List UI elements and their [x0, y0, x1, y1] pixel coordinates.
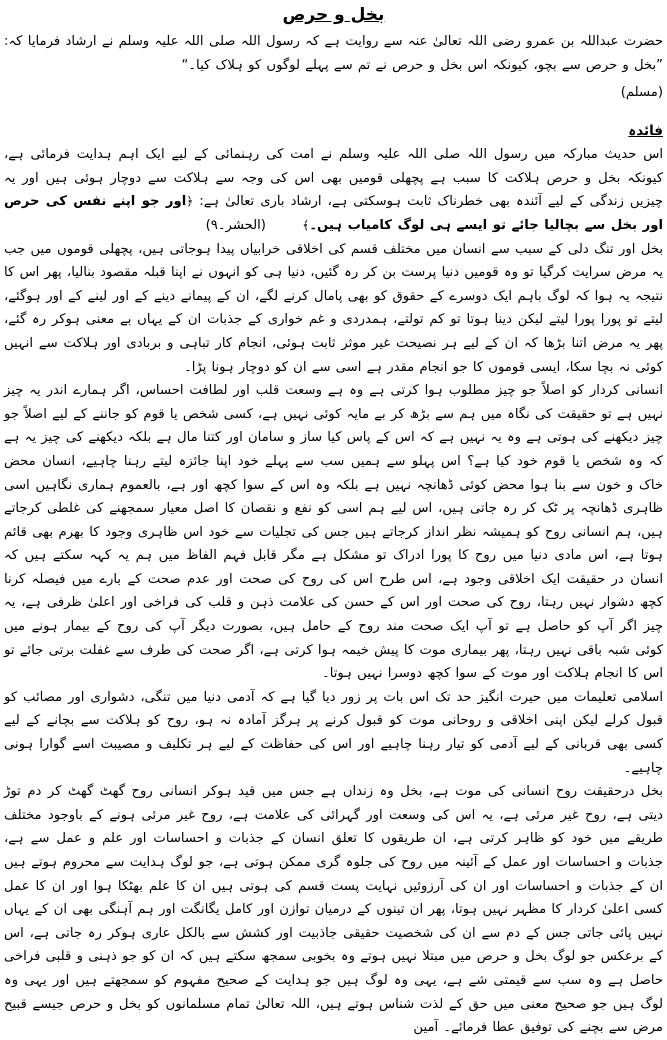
quran-ayah: اور جو اپنے نفس کی حرص اور بخل سے بچالیا جائے تو ایسے ہی لوگ کامیاب ہیں۔ [4, 194, 663, 233]
paragraph-5: بخل درحقیقت روح انسانی کی موت ہے، بخل وہ زنداں ہے جس میں قید ہوکر انسانی روح گھٹ گھٹ کر دم توڑ دیتی ہے، روح غیر مرئی ہے، یہ اس کی وسعت اور گہرائی کی علامت ہے، روح غیر مرئی ہونے کے باوجود مختلف طریقے میں خود کو ظاہر کرتی ہے، ان طریقوں کا تعلق انسان کے جذبات و احساسات اور علم و عمل سے ہے، جذبات و احساسات اور عمل کے آئینہ میں روح کی جلوہ گری ممکن ہوتی ہے، جو لوگ ہدایت سے محروم ہوتے ہیں ان کے جذبات و احساسات اور ان کی آرزوئیں نہایت پست قسم کی ہوتی ہیں ان کا علم بھٹکا ہوا اور ان کا عمل کسی اعلیٰ کردار کا مظہر نہیں ہوتا، پھر ان تینوں کے درمیان توازن اور کامل یگانگت اور ہم آہنگی بھی ان کے یہاں نہیں پائی جاتی جس کے دم سے ان کی شخصیت حقیقی جاذبیت اور کشش سے بالکل عاری ہوکر رہ جاتی ہے، اس کے برعکس جو لوگ بخل و حرص میں مبتلا نہیں ہوتے وہ بخوبی سمجھ سکتے ہیں کہ ان کو جو ذہنی و قلبی فراخی حاصل ہے وہ سب سے قیمتی شے ہے، یہی وہ لوگ ہیں جو ہدایت کے صحیح مفہوم کو سمجھتے ہیں اور یہی وہ لوگ ہیں جو صحیح معنی میں حق کے لذت شناس ہوتے ہیں، اللہ تعالیٰ تمام مسلمانوں کو بخل و حرص جیسے قبیح مرض سے بچنے کی توفیق عطا فرمائے۔ آمین [4, 784, 663, 1036]
paragraph-3: انسانی کردار کو اصلاً جو چیز مطلوب ہوا کرتی ہے وہ ہے وسعت قلب اور لطافت احساس، اگر ہمارے اندر یہ چیز نہیں ہے تو حقیقت کی نگاہ میں ہم سے بڑھ کر بے مایہ کوئی نہیں ہے، کسی شخص یا قوم کو جاننے کے لیے اصلاً جو چیز دیکھنے کی ہوتی ہے وہ یہ نہیں ہے کہ اس کے پاس کیا ساز و سامان اور کتنا مال ہے بلکہ دیکھنے کی چیز یہ ہے کہ وہ شخص یا قوم خود کیا ہے؟ اس پہلو سے ہمیں سب سے پہلے خود اپنا جائزہ لیتے رہنا چاہیے، انسان محض خاک و خون سے بنا ہوا محض کوئی ڈھانچہ نہیں ہے بلکہ وہ اس کے سوا کچھ اور ہے، بالعموم ہماری نگاہیں اسی ظاہری ڈھانچہ پر ٹک کر رہ جاتی ہیں، اس لیے ہم اسی کو نفع و نقصان کا اصل معیار سمجھنے کی غلطی کرجاتے ہیں، ہم انسانی روح کو ہمیشہ نظر انداز کرجاتے ہیں جس کی تجلیات سے خود اس ظاہری وجود کا بھرم بھی قائم ہوتا ہے، اس مادی دنیا میں روح کا پورا ادراک تو مشکل ہے مگر قابل فہم الفاظ میں ہم یہ کہہ سکتے ہیں کہ انسان در حقیقت ایک اخلاقی وجود ہے، اس طرح اس کی روح کی صحت اور عدم صحت کے بارے میں فیصلہ کرنا کچھ دشوار نہیں رہتا، روح کی صحت اور اس کے حسن کی علامت ذہن و قلب کی فراخی اور اعلیٰ ظرفی ہے، یہ چیز اگر آپ کو حاصل ہے تو آپ ایک صحت مند روح کے حامل ہیں، بصورت دیگر آپ کی روح کے بیمار ہونے میں کوئی شبہ باقی نہیں رہتا، پھر بیماری موت کا پیش خیمہ ہوا کرتی ہے، اگر صحت کی طرف سے غفلت برتی جائے تو اس کا انجام ہلاکت اور موت کے سوا کچھ دوسرا نہیں ہوتا۔ [4, 383, 663, 682]
benefit-heading: فائدہ [628, 123, 663, 140]
hadith-reference: (مسلم) [620, 85, 663, 101]
paragraph-4: اسلامی تعلیمات میں حیرت انگیز حد تک اس بات پر زور دیا گیا ہے کہ آدمی دنیا میں تنگی، دشواری اور مصائب کو قبول کرلے لیکن اپنی اخلاقی و روحانی موت کو قبول کرنے پر ہرگز آمادہ نہ ہو، روح کو ہلاکت سے بچانے کے لیے کسی بھی قربانی کے لیے آدمی کو تیار رہنا چاہیے اور اس کی حفاظت کے لیے ہر تکلیف و مصیبت اسے گوارا ہونی چاہیے۔ [4, 689, 663, 776]
ayah-open-bracket: ﴿ [186, 194, 194, 209]
paragraph-2: بخل اور تنگ دلی کے سبب سے انسان میں مختلف قسم کی اخلاقی خرابیاں پیدا ہوجاتی ہیں، پچھلی قوموں میں جب یہ مرض سرایت کرگیا تو وہ قومیں دنیا پرست بن کر رہ گئیں، دنیا ہی کو انہوں نے اپنا قبلہ مقصود بنالیا، پھر اس کا نتیجہ یہ ہوا کہ لوگ باہم ایک دوسرے کے حقوق کو بھی پامال کرنے لگے، ان کے پیمانے دینے کے اور لینے کے اور ہوگئے، لیتے تو پورا پورا لیتے لیکن دینا ہوتا تو کم تولتے، ہمدردی و غم خواری کے جذبات ان کے یہاں بے معنی ہوکر رہ گئے، پھر یہ مرض اتنا بڑھا کہ ان کے لیے ہر نصیحت غیر موثر ثابت ہوئی، انجام کار تباہی و بربادی اور ہلاکت سے انہیں کوئی نہ بچا سکا، ایسی قوموں کا جو انجام مقدر ہے اسی سے ان کو دوچار ہونا پڑا۔ [4, 241, 663, 375]
ayah-reference: (الحشر۔۹) [205, 217, 266, 233]
paragraph-1 [4, 143, 663, 237]
page-title: بخل و حرص [282, 5, 385, 25]
hadith-text: حضرت عبداللہ بن عمرو رضی اللہ تعالیٰ عنہ سے روایت ہے کہ رسول اللہ صلی اللہ علیہ وسلم نے ارشاد فرمایا کہ: ”بخل و حرص سے بچو، کیونکہ اس بخل و حرص نے تم سے پہلے لوگوں کو ہلاک کیا۔“ [4, 34, 663, 73]
ayah-close-bracket: ﴾ [302, 217, 310, 232]
paragraph-1-text: اس حدیث مبارکہ میں رسول اللہ صلی اللہ علیہ وسلم نے امت کی رہنمائی کے لیے ایک اہم ہدایت فرمائی ہے، کیونکہ بخل و حرص ہلاکت کا سبب ہے پچھلی قومیں بھی اس کی وجہ سے ہلاکت سے دوچار ہوئی ہیں اور یہ چیزیں زندگی کے لیے آئندہ بھی خطرناک ثابت ہوسکتی ہے، ارشاد باری تعالیٰ ہے: [4, 147, 663, 210]
